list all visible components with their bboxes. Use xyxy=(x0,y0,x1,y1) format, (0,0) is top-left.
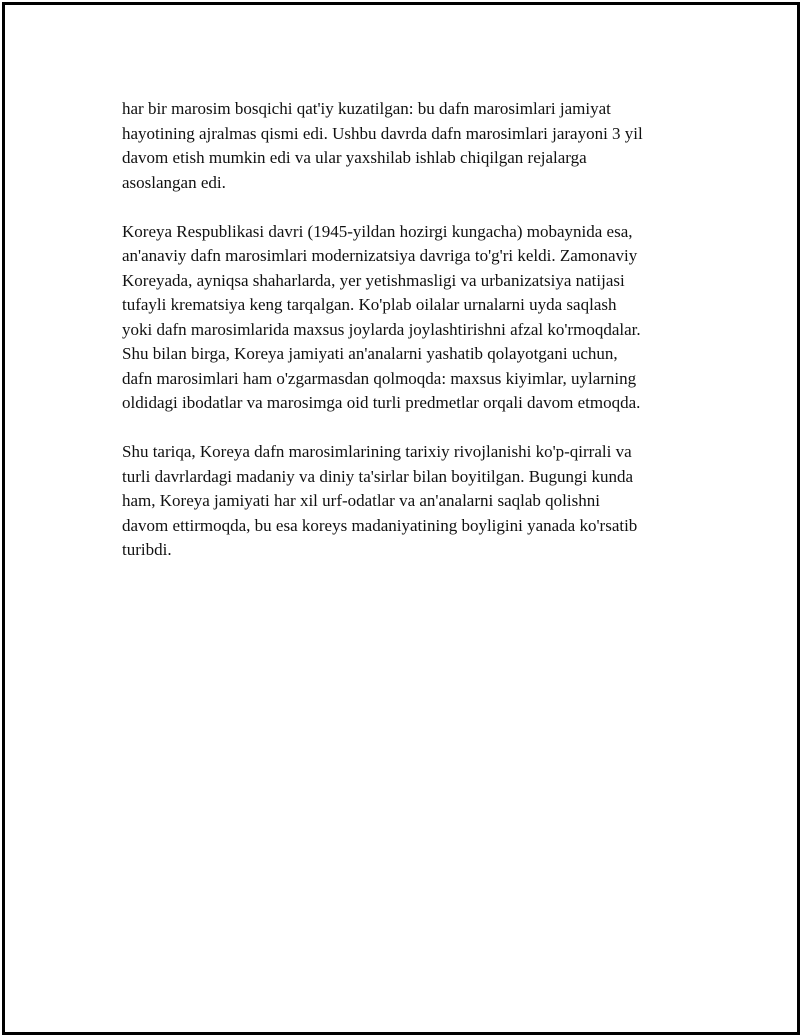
paragraph-line: an'anaviy dafn marosimlari modernizatsiya davriga to'g'ri keldi. Zamonaviy xyxy=(122,246,638,265)
paragraph-line: oldidagi ibodatlar va marosimga oid turli predmetlar orqali davom etmoqda. xyxy=(122,393,641,412)
paragraph-spacer xyxy=(122,416,702,441)
paragraph-line: davom ettirmoqda, bu esa koreys madaniyatining boyligini yanada ko'rsatib xyxy=(122,515,638,535)
paragraph-line: turli davrlardagi madaniy va diniy ta'sirlar bilan boyitilgan. Bugungi kunda xyxy=(122,466,634,486)
document-body xyxy=(122,97,702,563)
paragraph-line: Shu tariqa, Koreya dafn marosimlarining tarixiy rivojlanishi ko'p-qirrali va xyxy=(122,442,632,461)
paragraph-line: Shu bilan birga, Koreya jamiyati an'analarni yashatib qolayotgani uchun, xyxy=(122,344,618,363)
paragraph-line: Koreya Respublikasi davri (1945-yildan hozirgi kungacha) mobaynida esa, xyxy=(122,221,633,241)
page-frame xyxy=(2,2,800,1035)
paragraph-line: davom etish mumkin edi va ular yaxshilab ishlab chiqilgan rejalarga xyxy=(122,148,587,167)
paragraph-line: dafn marosimlari ham o'zgarmasdan qolmoqda: maxsus kiyimlar, uylarning xyxy=(122,368,637,388)
paragraph-line: asoslangan edi. xyxy=(122,172,226,192)
paragraph-line: Koreyada, ayniqsa shaharlarda, yer yetishmasligi va urbanizatsiya natijasi xyxy=(122,270,625,290)
paragraph-line: yoki dafn marosimlarida maxsus joylarda joylashtirishni afzal ko'rmoqdalar. xyxy=(122,319,641,339)
paragraph-1 xyxy=(122,97,702,195)
paragraph-2 xyxy=(122,220,702,416)
paragraph-line: har bir marosim bosqichi qat'iy kuzatilgan: bu dafn marosimlari jamiyat xyxy=(122,99,611,118)
paragraph-spacer xyxy=(122,195,702,220)
paragraph-3 xyxy=(122,440,702,563)
paragraph-line: hayotining ajralmas qismi edi. Ushbu davrda dafn marosimlari jarayoni 3 yil xyxy=(122,123,643,143)
paragraph-line: ham, Koreya jamiyati har xil urf-odatlar va an'analarni saqlab qolishni xyxy=(122,491,600,510)
paragraph-line: tufayli krematsiya keng tarqalgan. Ko'plab oilalar urnalarni uyda saqlash xyxy=(122,295,617,314)
paragraph-line: turibdi. xyxy=(122,540,172,559)
